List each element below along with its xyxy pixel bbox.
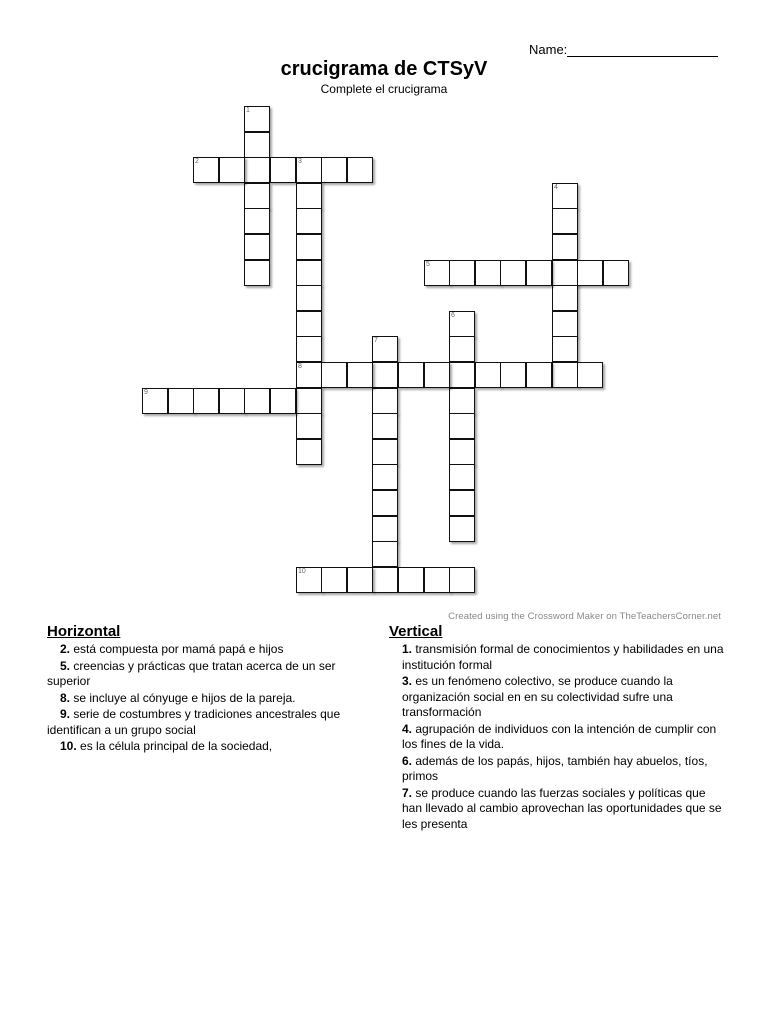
horizontal-clue	[47, 659, 367, 690]
horizontal-heading: Horizontal	[47, 623, 121, 640]
crossword-cell[interactable]	[296, 567, 322, 593]
crossword-cell[interactable]	[296, 336, 322, 362]
clue-number: 9	[144, 389, 148, 396]
crossword-cell[interactable]	[372, 516, 398, 542]
crossword-cell[interactable]	[372, 567, 398, 593]
crossword-cell[interactable]	[244, 388, 270, 414]
crossword-cell[interactable]	[424, 260, 450, 286]
vertical-clues	[389, 622, 724, 833]
crossword-cell[interactable]	[449, 362, 475, 388]
clue-number: 4	[554, 184, 558, 191]
crossword-cell[interactable]	[296, 234, 322, 260]
clue-text: es un fenómeno colectivo, se produce cuando la organización social en en su colectividad sufre una transformación	[402, 674, 673, 719]
crossword-cell[interactable]	[219, 157, 245, 183]
clue-number: 10	[298, 568, 306, 575]
credit-text: Created using the Crossword Maker on TheTeachersCorner.net	[448, 611, 721, 622]
clue-number: 8.	[60, 690, 71, 705]
crossword-cell[interactable]	[372, 439, 398, 465]
crossword-cell[interactable]	[372, 413, 398, 439]
crossword-cell[interactable]	[244, 260, 270, 286]
horizontal-clue	[47, 707, 367, 738]
crossword-cell[interactable]	[552, 260, 578, 286]
crossword-cell[interactable]	[244, 157, 270, 183]
clue-text: agrupación de individuos con la intención de cumplir con los fines de la vida.	[402, 721, 717, 751]
crossword-cell[interactable]	[398, 362, 424, 388]
crossword-cell[interactable]	[296, 157, 322, 183]
page-subtitle: Complete el crucigrama	[320, 82, 448, 96]
crossword-cell[interactable]	[296, 208, 322, 234]
crossword-cell[interactable]	[424, 567, 450, 593]
crossword-cell[interactable]	[449, 413, 475, 439]
vertical-clue	[402, 754, 724, 785]
crossword-cell[interactable]	[372, 388, 398, 414]
crossword-cell[interactable]	[296, 362, 322, 388]
clue-number: 1.	[402, 642, 413, 656]
crossword-cell[interactable]	[449, 311, 475, 337]
crossword-cell[interactable]	[552, 285, 578, 311]
vertical-clue	[402, 722, 724, 753]
clue-text: transmisión formal de conocimientos y habilidades en una institución formal	[402, 642, 724, 672]
crossword-cell[interactable]	[193, 157, 219, 183]
page-title: crucigrama de CTSyV	[280, 58, 488, 80]
crossword-cell[interactable]	[321, 362, 347, 388]
crossword-cell[interactable]	[296, 285, 322, 311]
crossword-cell[interactable]	[142, 388, 168, 414]
crossword-cell[interactable]	[500, 260, 526, 286]
clue-number: 2	[195, 158, 199, 165]
crossword-cell[interactable]	[244, 132, 270, 158]
horizontal-clue	[47, 739, 367, 755]
clue-number: 7.	[402, 785, 413, 800]
crossword-cell[interactable]	[424, 362, 450, 388]
crossword-cell[interactable]	[244, 234, 270, 260]
clue-number: 2.	[60, 642, 71, 656]
crossword-cell[interactable]	[193, 388, 219, 414]
crossword-cell[interactable]	[552, 234, 578, 260]
clue-text: creencias y prácticas que tratan acerca de un ser superior	[47, 658, 336, 688]
clue-number: 6.	[402, 753, 413, 768]
crossword-cell[interactable]	[270, 388, 296, 414]
clue-text: además de los papás, hijos, también hay abuelos, tíos, primos	[402, 753, 708, 783]
vertical-clue	[402, 786, 724, 833]
crossword-cell[interactable]	[347, 362, 373, 388]
crossword-cell[interactable]	[296, 413, 322, 439]
clue-text: es la célula principal de la sociedad,	[76, 739, 273, 753]
crossword-cell[interactable]	[270, 157, 296, 183]
horizontal-clue-list	[47, 642, 367, 755]
crossword-cell[interactable]	[398, 567, 424, 593]
crossword-cell[interactable]	[552, 336, 578, 362]
crossword-cell[interactable]	[244, 208, 270, 234]
crossword-cell[interactable]	[449, 260, 475, 286]
crossword-cell[interactable]	[603, 260, 629, 286]
crossword-cell[interactable]	[449, 388, 475, 414]
crossword-cell[interactable]	[296, 388, 322, 414]
clue-number: 9.	[60, 707, 71, 721]
clue-number: 3.	[402, 674, 413, 688]
crossword-cell[interactable]	[449, 490, 475, 516]
horizontal-clue	[47, 642, 367, 658]
crossword-cell[interactable]	[347, 157, 373, 183]
crossword-cell[interactable]	[372, 362, 398, 388]
vertical-clue	[402, 642, 724, 673]
crossword-cell[interactable]	[552, 311, 578, 337]
crossword-cell[interactable]	[244, 183, 270, 209]
crossword-cell[interactable]	[372, 336, 398, 362]
clue-number: 3	[298, 158, 302, 165]
horizontal-clue	[47, 691, 367, 707]
crossword-cell[interactable]	[449, 516, 475, 542]
name-label: Name:	[529, 42, 568, 57]
crossword-cell[interactable]	[372, 541, 398, 567]
clue-number: 10.	[60, 739, 77, 753]
clue-number: 8	[298, 363, 302, 370]
clue-text: serie de costumbres y tradiciones ancestrales que identifican a un grupo social	[47, 707, 341, 737]
crossword-cell[interactable]	[526, 362, 552, 388]
vertical-heading: Vertical	[389, 623, 443, 640]
crossword-cell[interactable]	[577, 362, 603, 388]
crossword-cell[interactable]	[449, 439, 475, 465]
vertical-clue	[402, 674, 724, 721]
crossword-cell[interactable]	[475, 362, 501, 388]
crossword-cell[interactable]	[372, 464, 398, 490]
crossword-cell[interactable]	[168, 388, 194, 414]
crossword-cell[interactable]	[449, 464, 475, 490]
crossword-cell[interactable]	[372, 490, 398, 516]
crossword-cell[interactable]	[526, 260, 552, 286]
crossword-cell[interactable]	[296, 183, 322, 209]
clue-number: 5.	[60, 658, 71, 673]
crossword-cell[interactable]	[449, 336, 475, 362]
crossword-cell[interactable]	[500, 362, 526, 388]
crossword-cell[interactable]	[296, 260, 322, 286]
clue-number: 5	[426, 261, 430, 268]
clue-text: está compuesta por mamá papá e hijos	[70, 642, 284, 656]
clue-text: se produce cuando las fuerzas sociales y políticas que han llevado al cambio aprovechan las oportunidades que se les presenta	[402, 785, 722, 831]
clue-number: 7	[374, 337, 378, 344]
crossword-cell[interactable]	[552, 208, 578, 234]
horizontal-clues	[47, 622, 367, 756]
crossword-cell[interactable]	[552, 183, 578, 209]
crossword-cell[interactable]	[296, 311, 322, 337]
crossword-cell[interactable]	[577, 260, 603, 286]
crossword-cell[interactable]	[347, 567, 373, 593]
crossword-cell[interactable]	[219, 388, 245, 414]
clue-number: 6	[451, 312, 455, 319]
crossword-cell[interactable]	[475, 260, 501, 286]
crossword-cell[interactable]	[449, 567, 475, 593]
crossword-cell[interactable]	[321, 567, 347, 593]
clue-number: 1	[246, 107, 250, 114]
crossword-cell[interactable]	[552, 362, 578, 388]
clue-number: 4.	[402, 721, 413, 736]
crossword-cell[interactable]	[296, 439, 322, 465]
crossword-cell[interactable]	[321, 157, 347, 183]
vertical-clue-list	[389, 642, 724, 832]
crossword-cell[interactable]	[244, 106, 270, 132]
clue-text: se incluye al cónyuge e hijos de la pareja.	[70, 690, 296, 705]
